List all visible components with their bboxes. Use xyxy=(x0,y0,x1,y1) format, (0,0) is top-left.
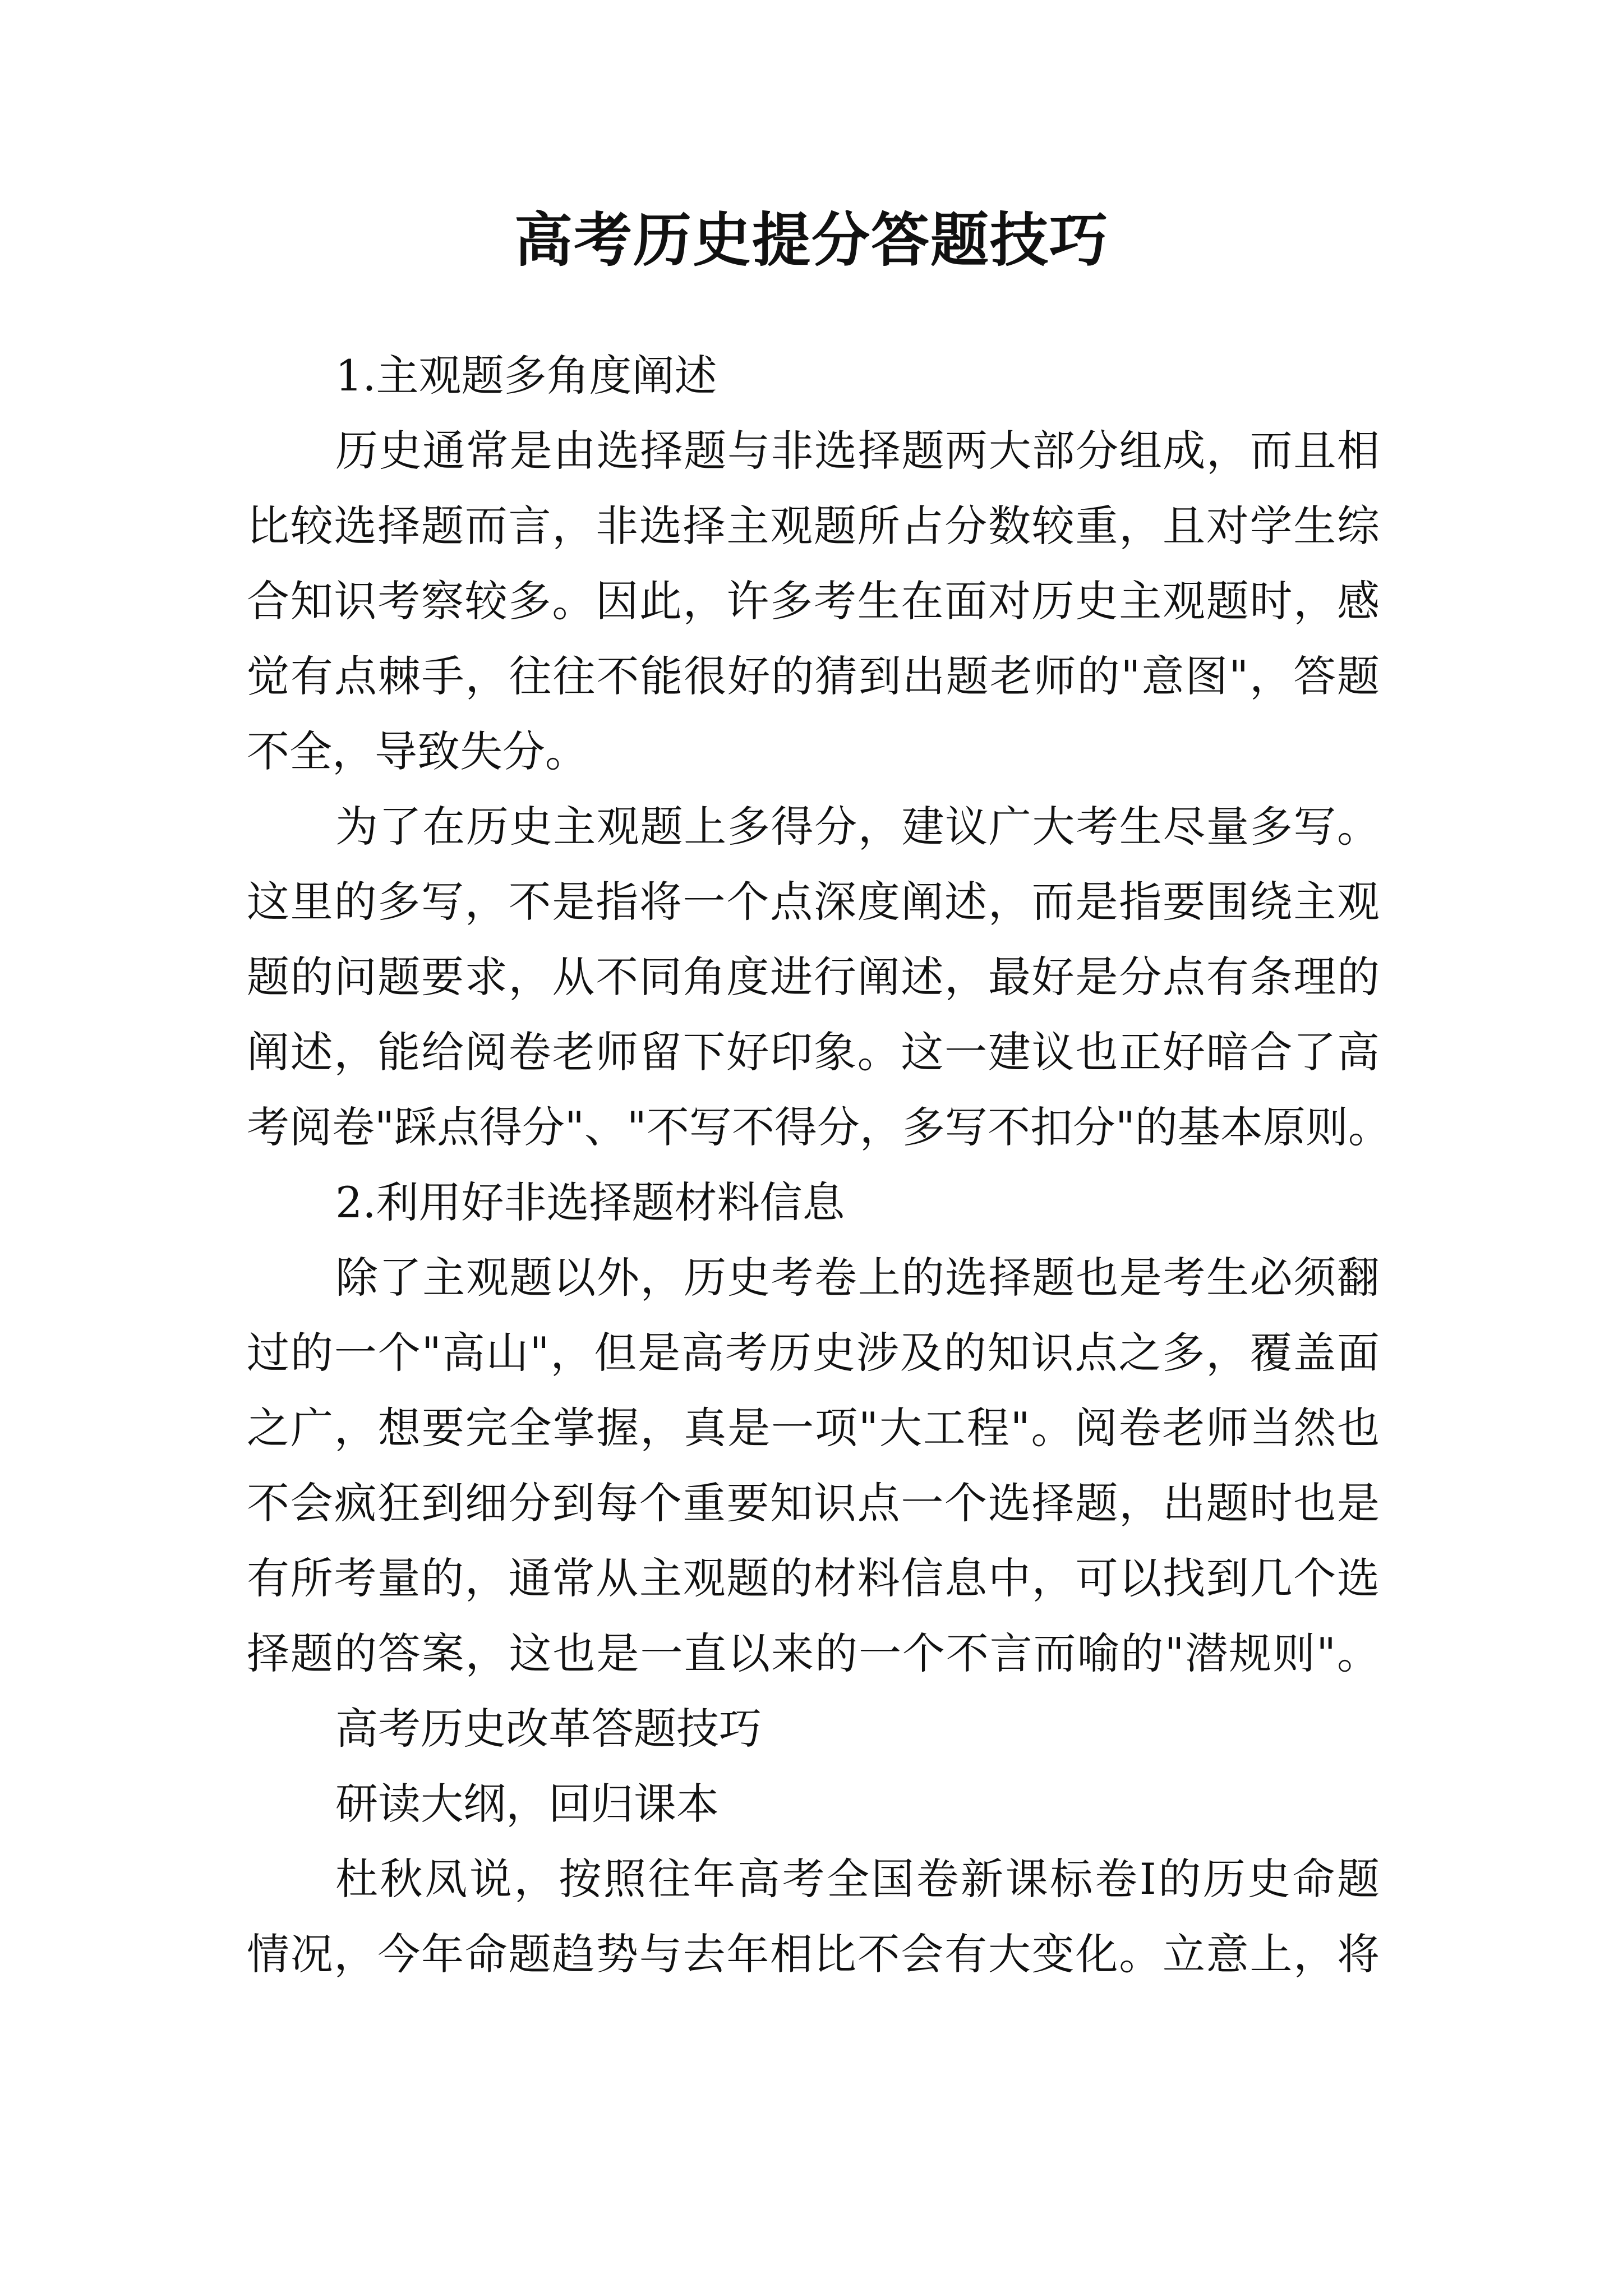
heading-subjective-questions: 1.主观题多角度阐述 xyxy=(335,351,717,401)
document-title: 高考历史提分答题技巧 xyxy=(514,205,1109,274)
paragraph-line: 之广，想要完全掌握，真是一项"大工程"。阅卷老师当然也 xyxy=(247,1403,1380,1453)
paragraph-line: 觉有点棘手，往往不能很好的猜到出题老师的"意图"，答题 xyxy=(247,651,1380,701)
heading-reform-tips: 高考历史改革答题技巧 xyxy=(335,1704,762,1754)
heading-non-choice-material: 2.利用好非选择题材料信息 xyxy=(335,1177,845,1227)
paragraph-line: 考阅卷"踩点得分"、"不写不得分，多写不扣分"的基本原则。 xyxy=(247,1102,1391,1152)
paragraph-line: 阐述，能给阅卷老师留下好印象。这一建议也正好暗合了高 xyxy=(247,1027,1380,1077)
paragraph-line: 过的一个"高山"，但是高考历史涉及的知识点之多，覆盖面 xyxy=(247,1328,1380,1378)
heading-study-syllabus: 研读大纲，回归课本 xyxy=(335,1779,719,1829)
paragraph-line: 题的问题要求，从不同角度进行阐述，最好是分点有条理的 xyxy=(247,952,1380,1002)
paragraph-line: 为了在历史主观题上多得分，建议广大考生尽量多写。 xyxy=(335,802,1380,852)
paragraph-line: 比较选择题而言，非选择主观题所占分数较重，且对学生综 xyxy=(247,501,1380,551)
paragraph-line: 情况，今年命题趋势与去年相比不会有大变化。立意上，将 xyxy=(247,1929,1380,1979)
paragraph-line: 这里的多写，不是指将一个点深度阐述，而是指要围绕主观 xyxy=(247,877,1380,927)
paragraph-line: 择题的答案，这也是一直以来的一个不言而喻的"潜规则"。 xyxy=(247,1628,1380,1678)
paragraph-line: 不全，导致失分。 xyxy=(247,726,588,776)
paragraph-line: 合知识考察较多。因此，许多考生在面对历史主观题时，感 xyxy=(247,576,1380,626)
paragraph-line: 历史通常是由选择题与非选择题两大部分组成，而且相 xyxy=(335,426,1380,476)
paragraph-line: 除了主观题以外，历史考卷上的选择题也是考生必须翻 xyxy=(335,1253,1380,1303)
paragraph-line: 杜秋凤说，按照往年高考全国卷新课标卷Ⅰ的历史命题 xyxy=(335,1854,1380,1904)
paragraph-line: 不会疯狂到细分到每个重要知识点一个选择题，出题时也是 xyxy=(247,1478,1380,1528)
paragraph-line: 有所考量的，通常从主观题的材料信息中，可以找到几个选 xyxy=(247,1553,1380,1603)
